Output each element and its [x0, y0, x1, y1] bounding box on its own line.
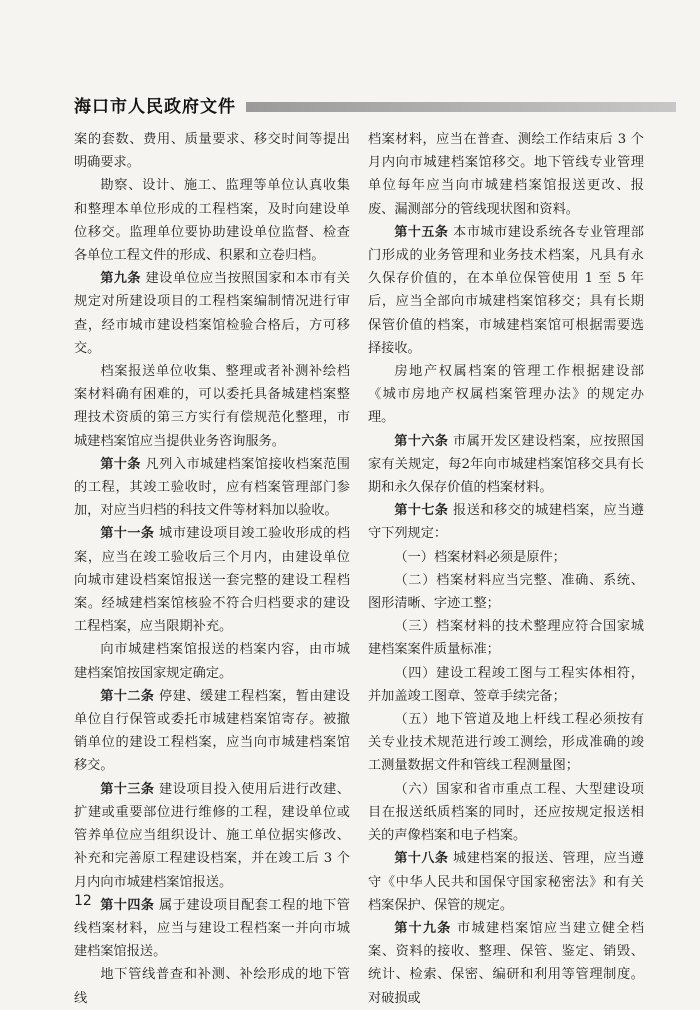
paragraph [74, 174, 350, 267]
article-number: 第九条 [100, 271, 141, 287]
paragraph-text: 本市城市建设系统各专业管理部门形成的业务管理和业务技术档案，凡具有永久保存价值的，在本单位保管使用 1 至 5 年后，应当全部向市城建档案馆移交；具有长期保管价值的档案，市城建档案馆可根据需要选择接收。 [368, 224, 644, 356]
paragraph [74, 778, 350, 894]
paragraph [368, 569, 644, 615]
paragraph [74, 685, 350, 778]
paragraph-text: （三）档案材料的技术整理应符合国家城建档案案件质量标准； [368, 619, 644, 658]
paragraph-text: 勘察、设计、施工、监理等单位认真收集和整理本单位形成的工程档案，及时向建设单位移交。监理单位要协助建设单位监督、检查各单位工程文件的形成、积累和立卷归档。 [74, 178, 350, 264]
left-text-column [74, 128, 350, 1010]
paragraph-text: 凡列入市城建档案馆接收档案范围的工程，其竣工验收时，应有档案管理部门参加，对应当归档的科技文件等材料加以验收。 [74, 456, 350, 519]
paragraph [368, 847, 644, 917]
paragraph [368, 128, 644, 221]
paragraph [74, 453, 350, 523]
paragraph-text: 档案报送单位收集、整理或者补测补绘档案材料确有困难的，可以委托具备城建档案整理技术资质的第三方实行有偿规范化整理，市城建档案馆应当提供业务咨询服务。 [74, 364, 350, 449]
paragraph [74, 963, 350, 1009]
paragraph [368, 708, 644, 778]
article-number: 第十九条 [394, 920, 452, 936]
paragraph-text: 建设项目投入使用后进行改建、扩建或重要部位进行维修的工程，建设单位或管养单位应当组织设计、施工单位据实修改、补充和完善原工程建设档案，并在竣工后 3 个月内向市城建档案馆报送。 [74, 781, 350, 890]
paragraph-text: 房地产权属档案的管理工作根据建设部《城市房地产权属档案管理办法》的规定办理。 [368, 364, 644, 426]
article-number: 第十三条 [100, 781, 155, 797]
paragraph-text: 市城建档案馆应当建立健全档案、资料的接收、整理、保管、鉴定、销毁、统计、检索、保密、编研和利用等管理制度。对破损或 [368, 920, 644, 1006]
paragraph-text: 地下管线普查和补测、补绘形成的地下管线 [74, 967, 350, 1006]
paragraph [74, 894, 350, 964]
paragraph-text: 城建档案的报送、管理，应当遵守《中华人民共和国保守国家秘密法》和有关档案保护、保管的规定。 [368, 851, 644, 913]
paragraph [368, 360, 644, 430]
article-number: 第十四条 [100, 897, 155, 913]
paragraph [368, 546, 644, 569]
article-number: 第十八条 [394, 851, 449, 867]
paragraph [368, 615, 644, 661]
paragraph [368, 499, 644, 545]
paragraph-text: 向市城建档案馆报送的档案内容，由市城建档案馆按国家规定确定。 [74, 642, 350, 681]
paragraph-text: 档案材料，应当在普查、测绘工作结束后 3 个月内向市城建档案馆移交。地下管线专业管理单位每年应当向市城建档案馆报送更改、报废、漏测部分的管线现状图和资料。 [368, 132, 644, 217]
paragraph [368, 662, 644, 708]
paragraph [368, 221, 644, 360]
paragraph-text: （二）档案材料应当完整、准确、系统、图形清晰、字迹工整； [368, 572, 644, 612]
article-number: 第十七条 [394, 503, 449, 519]
header-rule-bar [246, 102, 676, 112]
paragraph-text: （一）档案材料必须是原件； [394, 549, 566, 565]
document-header-title: 海口市人民政府文件 [74, 97, 236, 117]
page-header [0, 92, 700, 122]
paragraph-text: 报送和移交的城建档案，应当遵守下列规定： [368, 503, 644, 542]
paragraph [74, 128, 350, 174]
paragraph-text: （六）国家和省市重点工程、大型建设项目在报送纸质档案的同时，还应按规定报送相关的声像档案和电子档案。 [368, 781, 644, 844]
paragraph-text: （五）地下管道及地上杆线工程必须按有关专业技术规范进行竣工测绘，形成准确的竣工测量数据文件和管线工程测量图； [368, 712, 644, 774]
article-number: 第十一条 [100, 526, 155, 542]
paragraph-text: 城市建设项目竣工验收形成的档案，应当在竣工验收后三个月内，由建设单位向城市建设档案馆报送一套完整的建设工程档案。经城建档案馆核验不符合归档要求的建设工程档案，应当限期补充。 [74, 526, 350, 635]
paragraph [74, 360, 350, 453]
paragraph-text: 案的套数、费用、质量要求、移交时间等提出明确要求。 [74, 132, 350, 171]
paragraph [368, 430, 644, 500]
paragraph-text: 属于建设项目配套工程的地下管线档案材料，应当与建设工程档案一并向市城建档案馆报送。 [74, 897, 350, 960]
paragraph-text: （四）建设工程竣工图与工程实体相符，并加盖竣工图章、签章手续完备； [368, 665, 644, 704]
paragraph-text: 建设单位应当按照国家和本市有关规定对所建设项目的工程档案编制情况进行审查，经市城市建设档案馆检验合格后，方可移交。 [74, 271, 350, 356]
paragraph-text: 停建、缓建工程档案，暂由建设单位自行保管或委托市城建档案馆寄存。被撤销单位的建设工程档案，应当向市城建档案馆移交。 [74, 688, 350, 774]
paragraph-text: 市属开发区建设档案，应按照国家有关规定，每2年向市城建档案馆移交具有长期和永久保存价值的档案材料。 [368, 433, 644, 496]
paragraph [368, 778, 644, 848]
paragraph [74, 267, 350, 360]
article-number: 第十六条 [394, 433, 449, 449]
page-number: 12 [74, 893, 92, 909]
paragraph [74, 522, 350, 638]
right-text-column [368, 128, 644, 1010]
article-number: 第十二条 [100, 688, 155, 704]
paragraph [368, 917, 644, 1010]
paragraph [74, 638, 350, 684]
article-number: 第十条 [100, 456, 141, 472]
article-number: 第十五条 [394, 224, 449, 240]
